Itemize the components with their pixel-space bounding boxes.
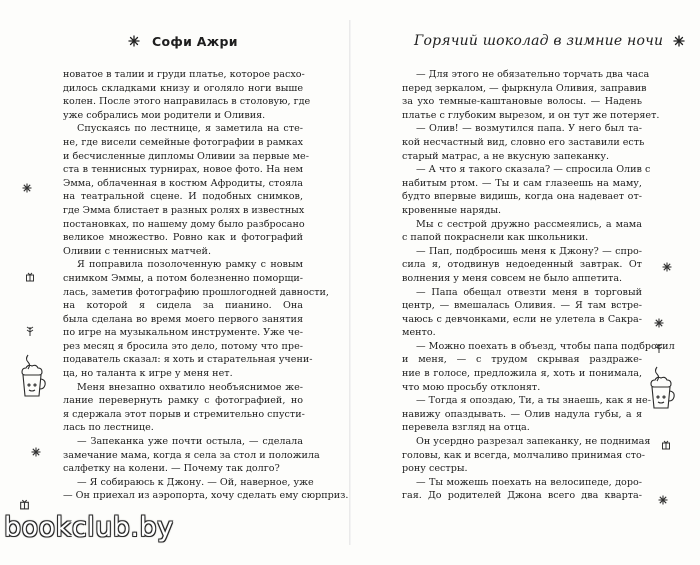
text-line: гая. До родителей Джона всего два кварта- (402, 490, 642, 502)
text-line: — Тогда я опоздаю, Ти, а ты знаешь, как я не- (416, 395, 651, 407)
left-page-body (63, 68, 349, 503)
text-line: и меня, — с трудом скрывая раздраже- (402, 354, 642, 366)
snowflake-icon (662, 262, 672, 272)
text-line: лась по лестнице. (63, 422, 154, 434)
text-line: лание перевернуть рамку с фотографией, но (63, 395, 303, 407)
snowflake-icon (22, 183, 32, 193)
text-line: кой несчастный вид, словно его заставили есть (402, 136, 645, 148)
text-line: снимком Эммы, а потом болезненно поморщи- (63, 272, 303, 284)
text-line: ние в голосе, предложила я, хоть и понимала, (402, 368, 642, 380)
text-line: чаюсь с девчонками, если не улетела в Сакра- (402, 313, 642, 325)
text-line: ца, но таланта к игре у меня нет. (63, 368, 233, 380)
book-title: Горячий шоколад в зимние ночи (414, 33, 664, 49)
right-page (350, 0, 700, 565)
text-line: с папой покраснели как школьники. (402, 232, 589, 244)
sprig-icon (24, 325, 36, 337)
text-line: рез месяц я бросила это дело, потому что пре- (63, 340, 303, 352)
gift-icon (19, 499, 30, 510)
text-line: Мы с сестрой дружно рассмеялись, а мама (416, 218, 642, 230)
text-line: — Для этого не обязательно торчать два часа (416, 69, 650, 80)
text-line: замечание мама, когда я села за стол и положила (63, 449, 320, 461)
text-line: за ухо темные-каштановые волосы. — Надень (402, 96, 642, 108)
text-line: Он усердно разрезал запеканку, не поднимая (416, 436, 651, 448)
snowflake-icon (654, 318, 664, 328)
right-running-header (414, 30, 685, 52)
text-line: рону сестры. (402, 463, 468, 475)
text-line: постановках, по нашему дому было разбросано (63, 218, 305, 230)
text-line: подаватель сказал: я хоть и старательная учени- (63, 354, 313, 366)
book-author: Софи Ажри (152, 33, 238, 49)
text-line: платье с глубоким вырезом, и он тут же потеряет. (402, 109, 660, 121)
text-line: волнения у меня совсем не было аппетита. (402, 272, 623, 284)
text-line: и бесчисленные дипломы Оливии за первые ме- (63, 150, 309, 162)
text-line: — Ты можешь поехать на велосипеде, доро- (416, 476, 642, 488)
sprig-icon (653, 342, 665, 354)
text-line: колен. После этого направилась в столовую, где (63, 96, 311, 108)
snowflake-icon (31, 447, 41, 457)
text-line: где Эмма блистает в разных ролях в известных (63, 204, 305, 216)
text-line: новатое в талии и груди платье, которое расхо- (63, 69, 305, 80)
text-line: менто. (402, 327, 436, 339)
text-line: — Он приехал из аэропорта, хочу сделать ему сюрприз. (63, 490, 349, 502)
snowflake-icon (658, 495, 668, 505)
gift-icon (25, 272, 35, 282)
text-line: не, где висели семейные фотографии в рамках (63, 136, 303, 148)
text-line: уже собрались мои родители и Оливия. (63, 109, 266, 121)
text-line: на которой я сидела за пианино. Она (63, 300, 303, 312)
text-line: головы, как и всегда, молчаливо принимая сто- (402, 449, 646, 461)
snowflake-icon (673, 32, 685, 51)
text-line: по игре на музыкальном инструменте. Уже че- (63, 327, 303, 339)
text-line: была сделана во время моего первого занятия (63, 313, 303, 325)
text-line: ста в теннисных турнирах, новое фото. На нем (63, 164, 303, 176)
hot-cocoa-mug-icon (17, 352, 47, 400)
text-line: я сдержала этот порыв и стремительно спусти- (63, 408, 305, 420)
text-line: дилось складками книзу и оголяло ноги выше (63, 82, 303, 94)
watermark-logo: bookclub.by (4, 512, 174, 543)
text-line: — Пап, подбросишь меня к Джону? — спро- (416, 245, 642, 257)
text-line: старый матрас, а не вкусную запеканку. (402, 150, 610, 162)
text-line: великое множество. Ровно как и фотографий (63, 232, 303, 244)
text-line: Меня внезапно охватило необъяснимое же- (77, 381, 303, 393)
text-line: — Олив! — возмутился папа. У него был та- (416, 123, 642, 135)
text-line: — Папа обещал отвезти меня в торговый (416, 286, 642, 298)
text-line: кровенные наряды. (402, 204, 502, 216)
hot-cocoa-mug-icon (646, 364, 676, 412)
text-line: Оливии с теннисных матчей. (63, 245, 212, 257)
text-line: сила я, отодвинув недоеденный завтрак. От (402, 259, 642, 271)
text-line: набитым ртом. — Ты и сам глазеешь на маму, (402, 177, 642, 189)
text-line: перевела взгляд на отца. (402, 422, 530, 434)
text-line: Спускаясь по лестнице, я заметила на сте- (77, 123, 303, 135)
text-line: что мою просьбу отклонят. (402, 381, 541, 393)
text-line: будто впервые видишь, когда она надевает от- (402, 191, 642, 203)
text-line: салфетку на колени. — Почему так долго? (63, 463, 280, 475)
snowflake-icon (128, 32, 140, 51)
text-line: центр, — вмешалась Оливия. — Я там встре- (402, 300, 642, 312)
left-running-header (128, 30, 238, 52)
text-line: Эмма, облаченная в костюм Афродиты, стояла (63, 177, 303, 189)
text-line: — Я собираюсь к Джону. — Ой, наверное, уже (77, 476, 314, 488)
text-line: навижу опаздывать. — Олив надула губы, а я (402, 408, 642, 420)
text-line: на театральной сцене. И подобных снимков, (63, 191, 303, 203)
text-line: — Запеканка уже почти остыла, — сделала (77, 436, 303, 448)
text-line: — Можно поехать в объезд, чтобы папа подбросил (416, 340, 675, 352)
text-line: лась, заметив фотографию прошлогодней давности, (63, 286, 329, 298)
text-line: Я поправила позолоченную рамку с новым (77, 259, 303, 271)
gift-icon (661, 440, 671, 450)
text-line: — А что я такого сказала? — спросила Олив с (416, 164, 651, 176)
right-page-body (402, 68, 675, 503)
text-line: перед зеркалом, — фыркнула Оливия, заправив (402, 82, 647, 94)
